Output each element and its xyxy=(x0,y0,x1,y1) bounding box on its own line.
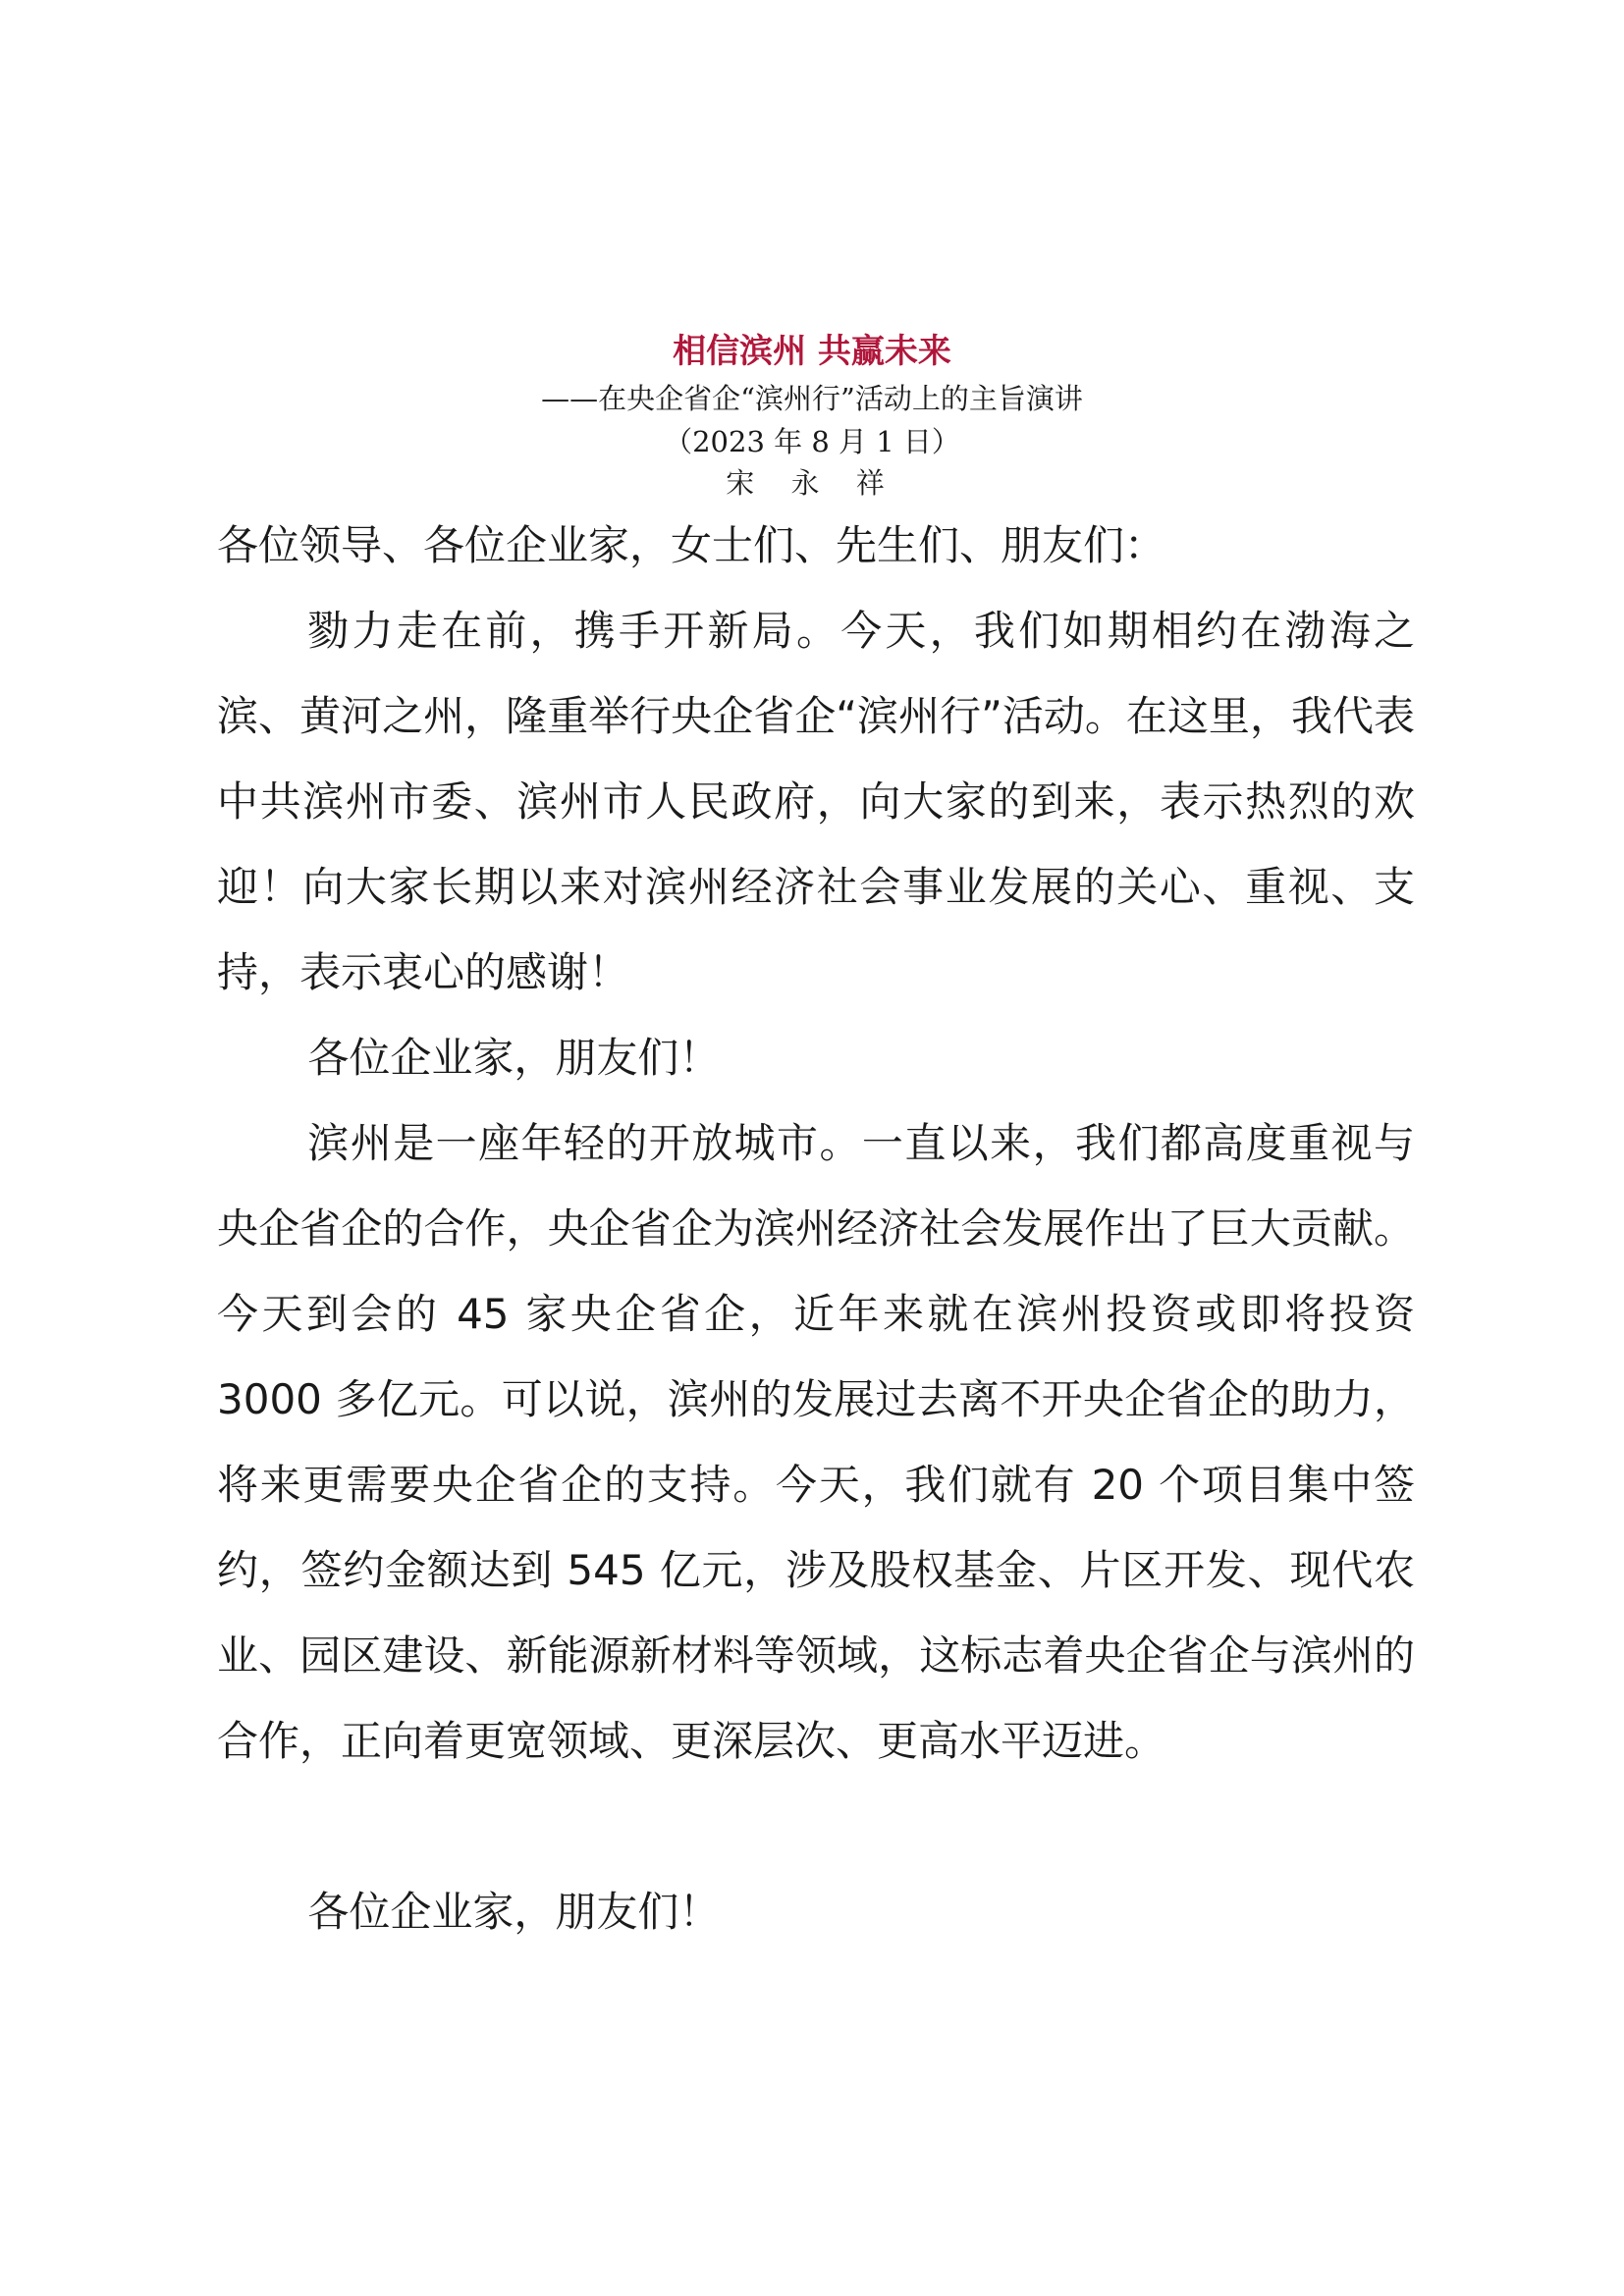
paragraph-welcome: 勠力走在前，携手开新局。今天，我们如期相约在渤海之滨、黄河之州，隆重举行央企省企“滨州行”活动。在这里，我代表中共滨州市委、滨州市人民政府，向大家的到来，表示热烈的欢迎！向大家长期以来对滨州经济社会事业发展的关心、重视、支持，表示衷心的感谢！ xyxy=(217,607,1415,996)
paragraph-address-1: 各位企业家，朋友们！ xyxy=(307,1034,721,1082)
speech-date: （2023 年 8 月 1 日） xyxy=(664,425,960,458)
paragraph-address-2: 各位企业家，朋友们！ xyxy=(307,1888,721,1936)
speech-subtitle: ——在央企省企“滨州行”活动上的主旨演讲 xyxy=(541,382,1083,415)
salutation: 各位领导、各位企业家，女士们、先生们、朋友们： xyxy=(217,521,1166,569)
speech-author: 宋 永 祥 xyxy=(726,466,898,500)
paragraph-cooperation: 滨州是一座年轻的开放城市。一直以来，我们都高度重视与央企省企的合作，央企省企为滨州经济社会发展作出了巨大贡献。今天到会的 45 家央企省企，近年来就在滨州投资或即将投资 3000 多亿元。可以说，滨州的发展过去离不开央企省企的助力，将来更需要央企省企的支持。今天，我们就有 20 个项目集中签约，签约金额达到 545 亿元，涉及股权基金、片区开发、现代农业、园区建设、新能源新材料等领域，这标志着央企省企与滨州的合作，正向着更宽领域、更深层次、更高水平迈进。 xyxy=(217,1119,1415,1765)
speech-title: 相信滨州 共赢未来 xyxy=(673,332,951,371)
